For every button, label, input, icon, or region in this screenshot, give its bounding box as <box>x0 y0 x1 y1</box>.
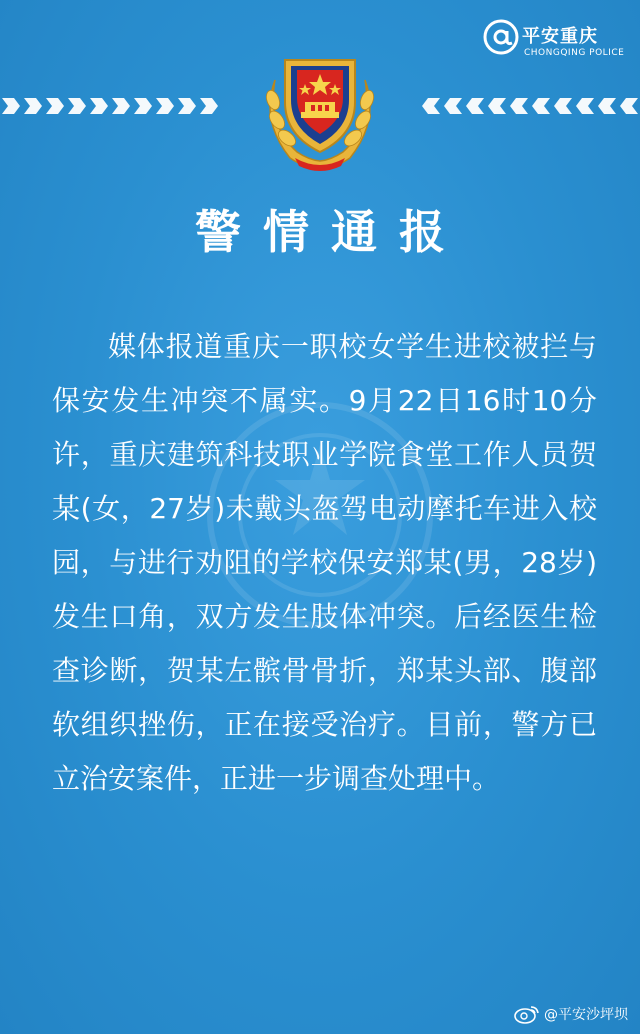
brand-subtitle: CHONGQING POLICE <box>524 48 625 58</box>
notice-body: 媒体报道重庆一职校女学生进校被拦与保安发生冲突不属实。9月22日16时10分许，重庆建筑科技职业学院食堂工作人员贺某(女，27岁)未戴头盔驾电动摩托车进入校园，与进行劝阻的学校保安郑某(男，28岁)发生口角，双方发生肢体冲突。后经医生检查诊断，贺某左髌骨骨折，郑某头部、腹部软组织挫伤，正在接受治疗。目前，警方已立治安案件，正进一步调查处理中。 <box>52 330 597 795</box>
at-sign-icon <box>482 18 520 56</box>
brand-logo <box>482 14 625 68</box>
left-chevron-ribbon <box>0 93 230 119</box>
brand-name: 平安重庆 <box>522 26 598 47</box>
page-title: 警情通报 <box>195 205 467 259</box>
police-emblem-icon <box>255 40 385 175</box>
footer-handle: @平安沙坪坝 <box>544 1007 628 1023</box>
right-chevron-ribbon <box>410 93 640 119</box>
footer-watermark <box>514 1004 628 1024</box>
weibo-icon <box>514 1004 540 1024</box>
